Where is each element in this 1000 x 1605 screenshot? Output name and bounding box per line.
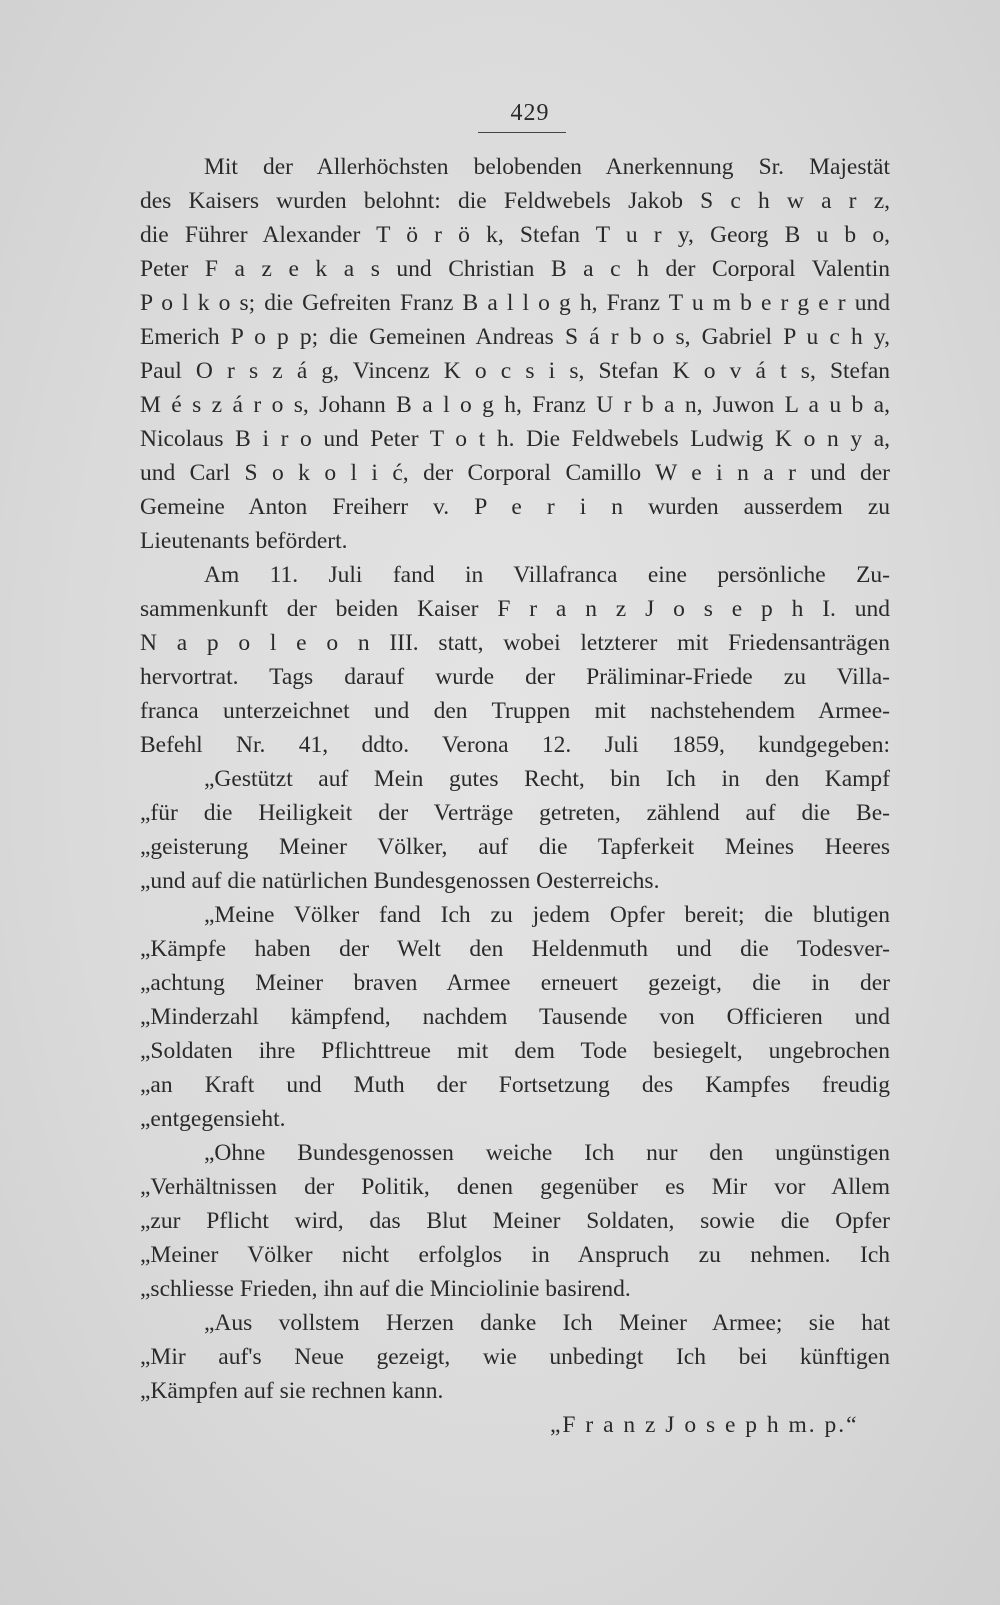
- text-line: Nicolaus B i r o und Peter T o t h. Die Feldwebels Ludwig K o n y a,: [140, 426, 890, 452]
- text-line: Paul O r s z á g, Vincenz K o c s i s, Stefan K o v á t s, Stefan: [140, 358, 890, 384]
- text-line: P o l k o s; die Gefreiten Franz B a l l o g h, Franz T u m b e r g e r und: [140, 290, 890, 316]
- text-line: „Soldaten ihre Pflichttreue mit dem Tode besiegelt, ungebrochen: [140, 1038, 890, 1064]
- text-line: N a p o l e o n III. statt, wobei letzterer mit Friedensanträgen: [140, 630, 890, 656]
- text-line: „geisterung Meiner Völker, auf die Tapferkeit Meines Heeres: [140, 834, 890, 860]
- page-number-rule: [478, 132, 566, 133]
- text-line: „Minderzahl kämpfend, nachdem Tausende von Officieren und: [140, 1004, 890, 1030]
- text-line: M é s z á r o s, Johann B a l o g h, Franz U r b a n, Juwon L a u b a,: [140, 392, 890, 418]
- text-line: franca unterzeichnet und den Truppen mit nachstehendem Armee-: [140, 698, 890, 724]
- text-line: „an Kraft und Muth der Fortsetzung des Kampfes freudig: [140, 1072, 890, 1098]
- text-line: und Carl S o k o l i ć, der Corporal Camillo W e i n a r und der: [140, 460, 890, 486]
- text-line: „Ohne Bundesgenossen weiche Ich nur den ungünstigen: [204, 1140, 890, 1166]
- text-line: Befehl Nr. 41, ddto. Verona 12. Juli 1859, kundgegeben:: [140, 732, 890, 758]
- text-line: sammenkunft der beiden Kaiser F r a n z J o s e p h I. und: [140, 596, 890, 622]
- text-line: „Verhältnissen der Politik, denen gegenüber es Mir vor Allem: [140, 1174, 890, 1200]
- text-line: „achtung Meiner braven Armee erneuert gezeigt, die in der: [140, 970, 890, 996]
- text-line: „zur Pflicht wird, das Blut Meiner Soldaten, sowie die Opfer: [140, 1208, 890, 1234]
- text-line: „entgegensieht.: [140, 1106, 286, 1132]
- text-line: „Meiner Völker nicht erfolglos in Anspruch zu nehmen. Ich: [140, 1242, 890, 1268]
- text-line: „für die Heiligkeit der Verträge getreten, zählend auf die Be-: [140, 800, 890, 826]
- text-line: „Kämpfe haben der Welt den Heldenmuth und die Todesver-: [140, 936, 890, 962]
- text-line: Am 11. Juli fand in Villafranca eine persönliche Zu-: [204, 562, 890, 588]
- text-line: Emerich P o p p; die Gemeinen Andreas S á r b o s, Gabriel P u c h y,: [140, 324, 890, 350]
- text-line: „Meine Völker fand Ich zu jedem Opfer bereit; die blutigen: [204, 902, 890, 928]
- text-line: hervortrat. Tags darauf wurde der Präliminar-Friede zu Villa-: [140, 664, 890, 690]
- text-line: Mit der Allerhöchsten belobenden Anerkennung Sr. Majestät: [204, 154, 890, 180]
- body-text: [140, 150, 890, 1442]
- text-line: „schliesse Frieden, ihn auf die Minciolinie basirend.: [140, 1276, 631, 1302]
- text-line: Peter F a z e k a s und Christian B a c h der Corporal Valentin: [140, 256, 890, 282]
- text-line: die Führer Alexander T ö r ö k, Stefan T u r y, Georg B u b o,: [140, 222, 890, 248]
- text-line: „Gestützt auf Mein gutes Recht, bin Ich in den Kampf: [204, 766, 890, 792]
- signature-line: „F r a n z J o s e p h m. p.“: [550, 1412, 859, 1438]
- text-line: des Kaisers wurden belohnt: die Feldwebels Jakob S c h w a r z,: [140, 188, 890, 214]
- text-line: „Kämpfen auf sie rechnen kann.: [140, 1378, 444, 1404]
- text-line: „Aus vollstem Herzen danke Ich Meiner Armee; sie hat: [204, 1310, 890, 1336]
- text-line: „und auf die natürlichen Bundesgenossen Oesterreichs.: [140, 868, 660, 894]
- text-line: Lieutenants befördert.: [140, 528, 348, 554]
- text-line: „Mir auf's Neue gezeigt, wie unbedingt Ich bei künftigen: [140, 1344, 890, 1370]
- page-number: 429: [510, 100, 550, 126]
- text-line: Gemeine Anton Freiherr v. P e r i n wurden ausserdem zu: [140, 494, 890, 520]
